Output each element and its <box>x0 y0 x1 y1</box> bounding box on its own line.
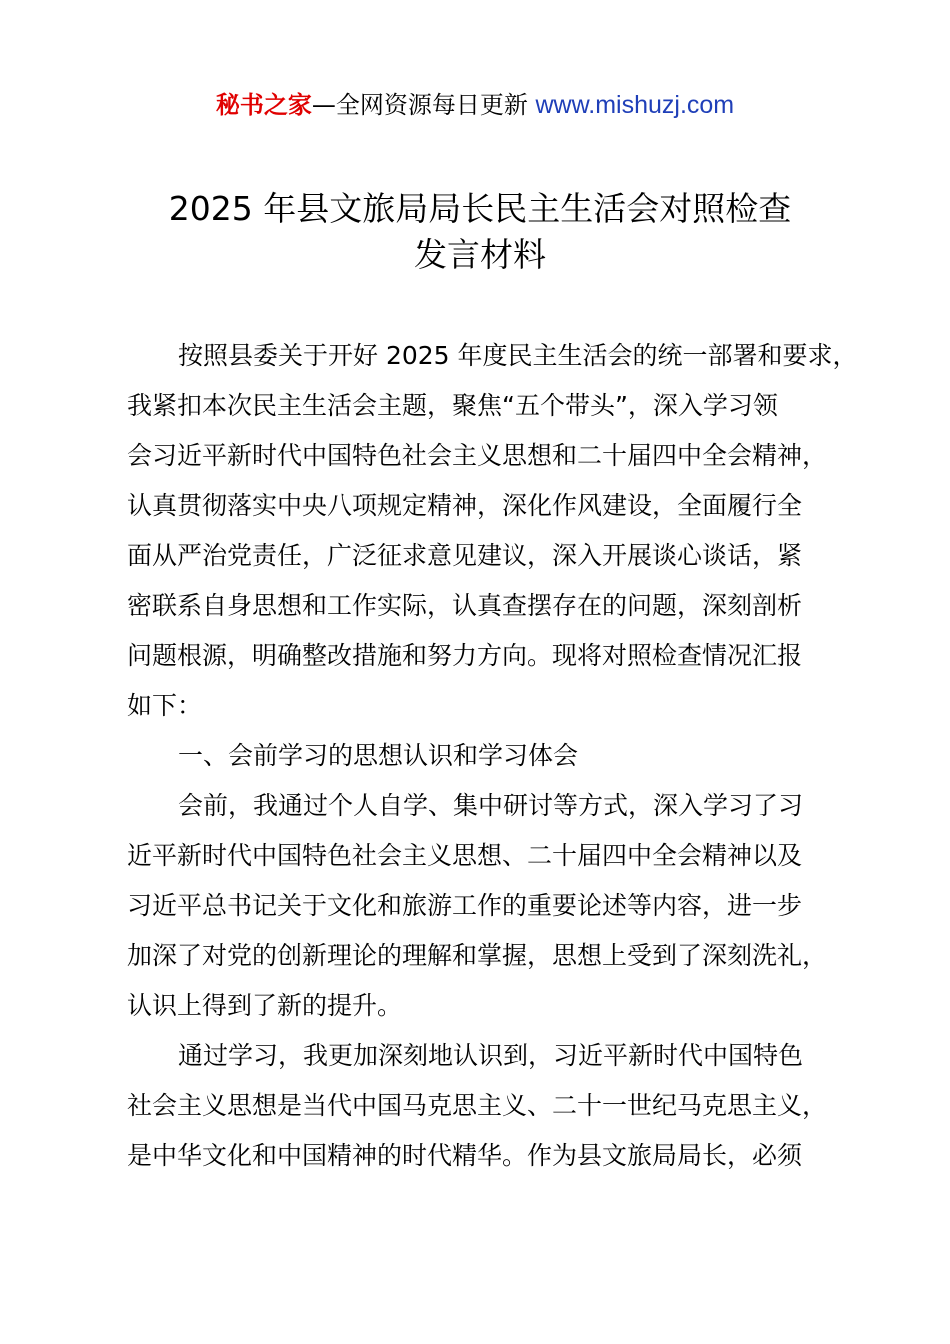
paragraph-line: 是中华文化和中国精神的时代精华。作为县文旅局局长，必须 <box>127 1141 803 1170</box>
document-title <box>100 186 860 278</box>
paragraph-line: 会习近平新时代中国特色社会主义思想和二十届四中全会精神， <box>127 441 828 470</box>
paragraph-line: 近平新时代中国特色社会主义思想、二十届四中全会精神以及 <box>127 841 803 870</box>
banner-slogan: —全网资源每日更新 <box>311 91 536 119</box>
title-line-1: 2025 年县文旅局局长民主生活会对照检查 <box>168 189 792 228</box>
paragraph-line: 加深了对党的创新理论的理解和掌握，思想上受到了深刻洗礼， <box>127 941 828 970</box>
paragraph-line: 认识上得到了新的提升。 <box>127 991 403 1020</box>
paragraph-line: 如下： <box>127 691 203 720</box>
title-line-2: 发言材料 <box>414 235 546 274</box>
document-body <box>127 331 857 1181</box>
paragraph-line: 我紧扣本次民主生活会主题，聚焦“五个带头”，深入学习领 <box>127 391 778 420</box>
brand-name: 秘书之家 <box>215 91 312 119</box>
site-banner <box>0 88 950 122</box>
paragraph-line: 会前，我通过个人自学、集中研讨等方式，深入学习了习 <box>178 791 804 820</box>
paragraph-line: 面从严治党责任，广泛征求意见建议，深入开展谈心谈话，紧 <box>127 541 803 570</box>
paragraph-line: 问题根源，明确整改措施和努力方向。现将对照检查情况汇报 <box>127 641 803 670</box>
paragraph-line: 通过学习，我更加深刻地认识到，习近平新时代中国特色 <box>178 1041 804 1070</box>
paragraph-line: 密联系自身思想和工作实际，认真查摆存在的问题，深刻剖析 <box>127 591 803 620</box>
site-url-link[interactable]: www.mishuzj.com <box>535 91 735 119</box>
paragraph-line: 按照县委关于开好 2025 年度民主生活会的统一部署和要求， <box>178 341 858 370</box>
paragraph-line: 习近平总书记关于文化和旅游工作的重要论述等内容，进一步 <box>127 891 803 920</box>
paragraph-line: 认真贯彻落实中央八项规定精神，深化作风建设，全面履行全 <box>127 491 803 520</box>
paragraph-line: 社会主义思想是当代中国马克思主义、二十一世纪马克思主义， <box>127 1091 828 1120</box>
section-heading: 一、会前学习的思想认识和学习体会 <box>178 741 579 770</box>
